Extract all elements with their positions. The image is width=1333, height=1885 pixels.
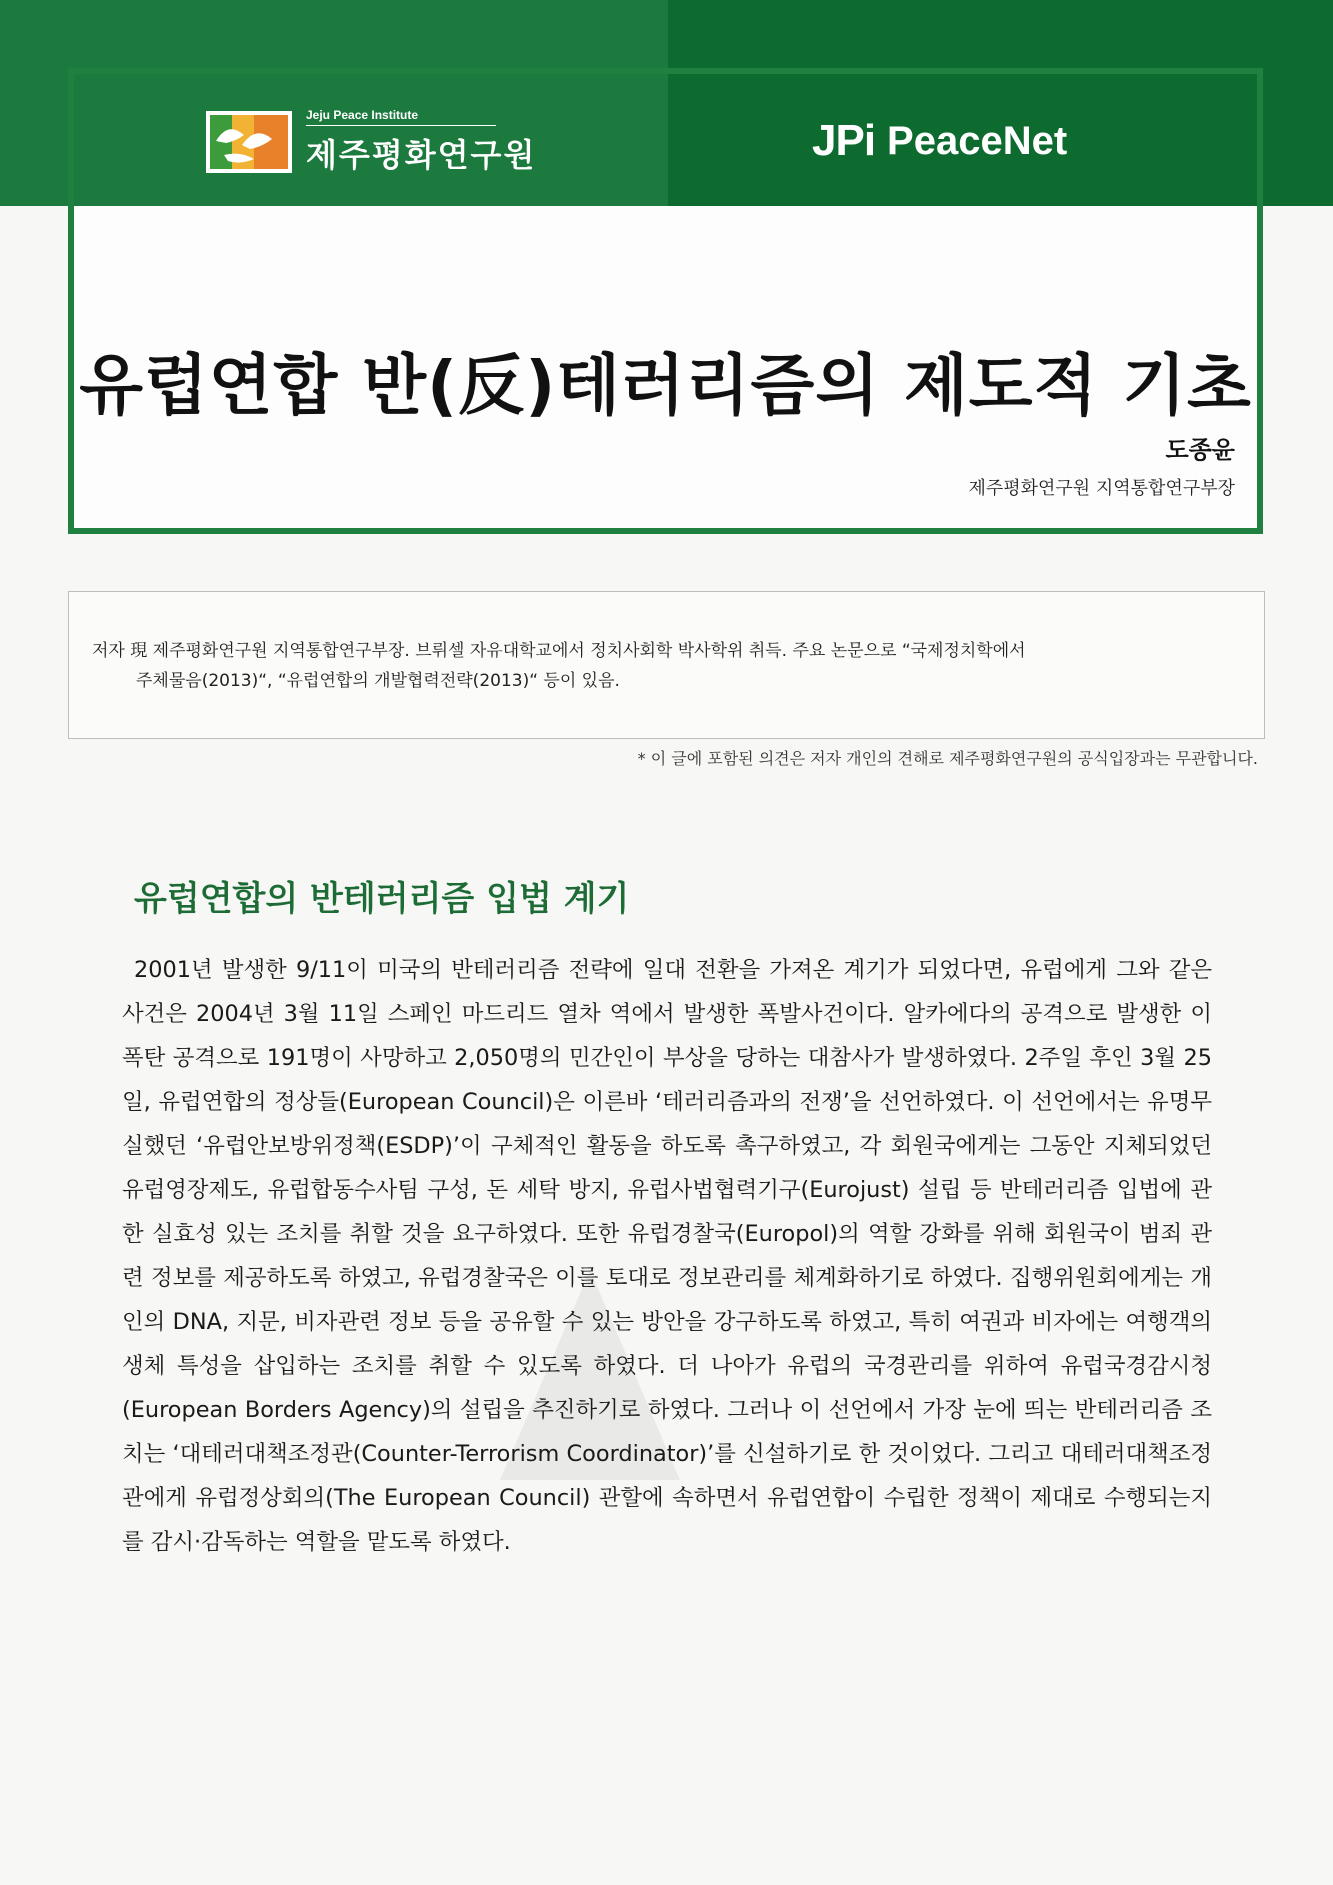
peacenet-brand: PeaceNet [887,118,1068,163]
page-title: 유럽연합 반(反)테러리즘의 제도적 기초 [79,347,1252,424]
bio-line-1: 저자 現 제주평화연구원 지역통합연구부장. 브뤼셀 자유대학교에서 정치사회학 박사학위 취득. 주요 논문으로 “국제정치학에서 [92,641,1026,661]
jeju-peace-institute-logo[interactable] [206,108,536,176]
peacenet-logo[interactable] [812,116,1067,166]
body-paragraph: 2001년 발생한 9/11이 미국의 반테러리즘 전략에 일대 전환을 가져온 계기가 되었다면, 유럽에게 그와 같은 사건은 2004년 3월 11일 스페인 마드리드 열차 역에서 발생한 폭발사건이다. 알카에다의 공격으로 발생한 이 폭탄 공격으로 191명이 사망하고 2,050명의 민간인이 부상을 당하는 대참사가 발생하였다. 2주일 후인 3월 25일, 유럽연합의 정상들(European Council)은 이른바 ‘테러리즘과의 전쟁’을 선언하였다. 이 선언에서는 유명무실했던 ‘유럽안보방위정책(ESDP)’이 구체적인 활동을 하도록 촉구하였고, 각 회원국에게는 그동안 지체되었던 유럽영장제도, 유럽합동수사팀 구성, 돈 세탁 방지, 유럽사법협력기구(Eurojust) 설립 등 반테러리즘 입법에 관한 실효성 있는 조치를 취할 것을 요구하였다. 또한 유럽경찰국(Europol)의 역할 강화를 위해 회원국이 범죄 관련 정보를 제공하도록 하였고, 유럽경찰국은 이를 토대로 정보관리를 체계화하기로 하였다. 집행위원회에게는 개인의 DNA, 지문, 비자관련 정보 등을 공유할 수 있는 방안을 강구하도록 하였고, 특히 여권과 비자에는 여행객의 생체 특성을 삽입하는 조치를 취할 수 있도록 하였다. 더 나아가 유럽의 국경관리를 위하여 유럽국경감시청(European Borders Agency)의 설립을 추진하기로 하였다. 그러나 이 선언에서 가장 눈에 띄는 반테러리즘 조치는 ‘대테러대책조정관(Counter-Terrorism Coordinator)’를 신설하기로 한 것이었다. 그리고 대테러대책조정관에게 유럽정상회의(The European Council) 관할에 속하면서 유럽연합이 수립한 정책이 제대로 수행되는지를 감시·감독하는 역할을 맡도록 하였다. [122,957,1212,1555]
author-bio [92,636,1242,696]
author-role: 제주평화연구원 지역통합연구부장 [968,478,1235,499]
author-name: 도종윤 [1165,436,1235,464]
section-title: 유럽연합의 반테러리즘 입법 계기 [134,879,630,919]
institute-name-english: Jeju Peace Institute [306,108,496,126]
disclaimer: * 이 글에 포함된 의견은 저자 개인의 견해로 제주평화연구원의 공식입장과는 무관합니다. [637,749,1258,768]
dove-logo-icon [206,111,292,173]
jpi-mark: JPi [812,116,876,165]
bio-line-2: 주체물음(2013)“, “유럽연합의 개발협력전략(2013)“ 등이 있음. [136,671,620,691]
institute-name-korean: 제주평화연구원 [306,136,537,174]
